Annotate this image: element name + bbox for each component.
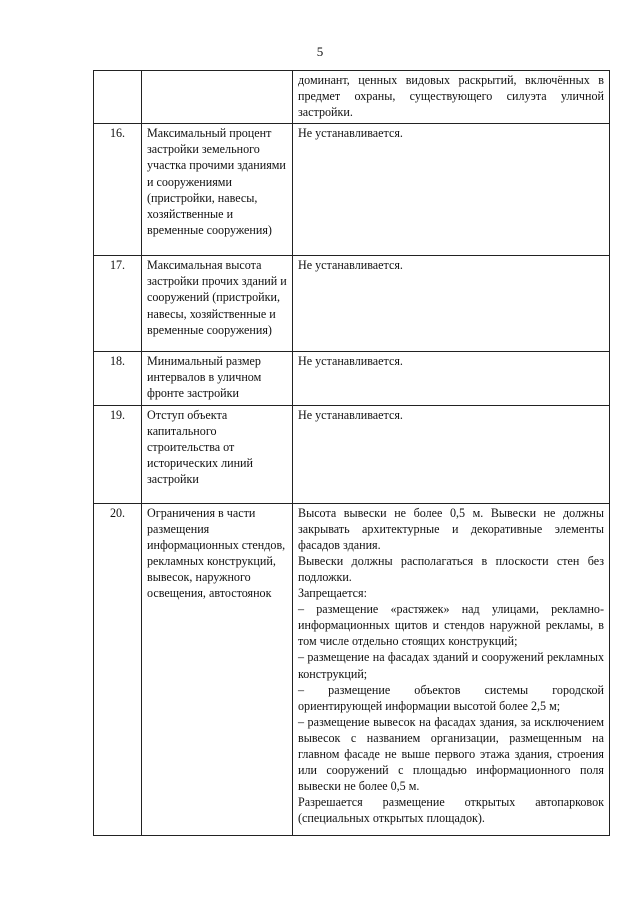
parameter-value <box>293 256 610 352</box>
value-line: доминант, ценных видовых раскрытий, включённых в предмет охраны, существующего силуэта уличной застройки. <box>298 73 604 120</box>
table-row <box>94 405 610 503</box>
table-row <box>94 352 610 405</box>
row-number: 18. <box>94 352 142 405</box>
value-line: Высота вывески не более 0,5 м. Вывески не должны закрывать архитектурные и декоративные элементы фасадов здания. <box>298 505 604 552</box>
parameter-value <box>293 71 610 124</box>
value-line: Не устанавливается. <box>298 407 403 422</box>
table-row <box>94 71 610 124</box>
table-row <box>94 503 610 835</box>
parameter-name: Отступ объекта капитального строительства от исторических линий застройки <box>142 405 293 503</box>
value-line: – размещение «растяжек» над улицами, рекламно-информационных щитов и стендов наружной рекламы, в том числе отдельно стоящих конструкций; <box>298 602 604 649</box>
value-line: Вывески должны располагаться в плоскости стен без подложки. <box>298 553 604 584</box>
value-line: Не устанавливается. <box>298 354 403 369</box>
value-line: – размещение объектов системы городской ориентирующей информации высотой более 2,5 м; <box>298 682 604 713</box>
row-number: 20. <box>94 503 142 835</box>
value-line: – размещение на фасадах зданий и сооружений рекламных конструкций; <box>298 650 604 681</box>
parameter-value <box>293 352 610 405</box>
parameter-name: Ограничения в части размещения информационных стендов, рекламных конструкций, вывесок, наружного освещения, автостоянок <box>142 503 293 835</box>
parameter-value <box>293 124 610 256</box>
value-line: Запрещается: <box>298 586 367 601</box>
value-line: Разрешается размещение открытых автопарковок (специальных открытых площадок). <box>298 795 604 826</box>
parameter-value <box>293 405 610 503</box>
table-row <box>94 256 610 352</box>
parameter-name: Минимальный размер интервалов в уличном фронте застройки <box>142 352 293 405</box>
value-line: – размещение вывесок на фасадах здания, за исключением вывесок с названием организации, размещенным на главном фасаде не выше первого этажа здания, строения или сооружений с площадью информационного поля вывески не более 0,5 м. <box>298 714 604 794</box>
regulations-table <box>93 70 610 836</box>
row-number: 17. <box>94 256 142 352</box>
value-line: Не устанавливается. <box>298 258 403 273</box>
parameter-value <box>293 503 610 835</box>
row-number <box>94 71 142 124</box>
row-number: 16. <box>94 124 142 256</box>
page-number: 5 <box>316 44 324 59</box>
parameter-name: Максимальный процент застройки земельного участка прочими зданиями и сооружениями (пристройки, навесы, хозяйственные и временные сооружения) <box>142 124 293 256</box>
table-row <box>94 124 610 256</box>
row-number: 19. <box>94 405 142 503</box>
parameter-name <box>142 71 293 124</box>
parameter-name: Максимальная высота застройки прочих зданий и сооружений (пристройки, навесы, хозяйственные и временные сооружения) <box>142 256 293 352</box>
value-line: Не устанавливается. <box>298 126 403 141</box>
